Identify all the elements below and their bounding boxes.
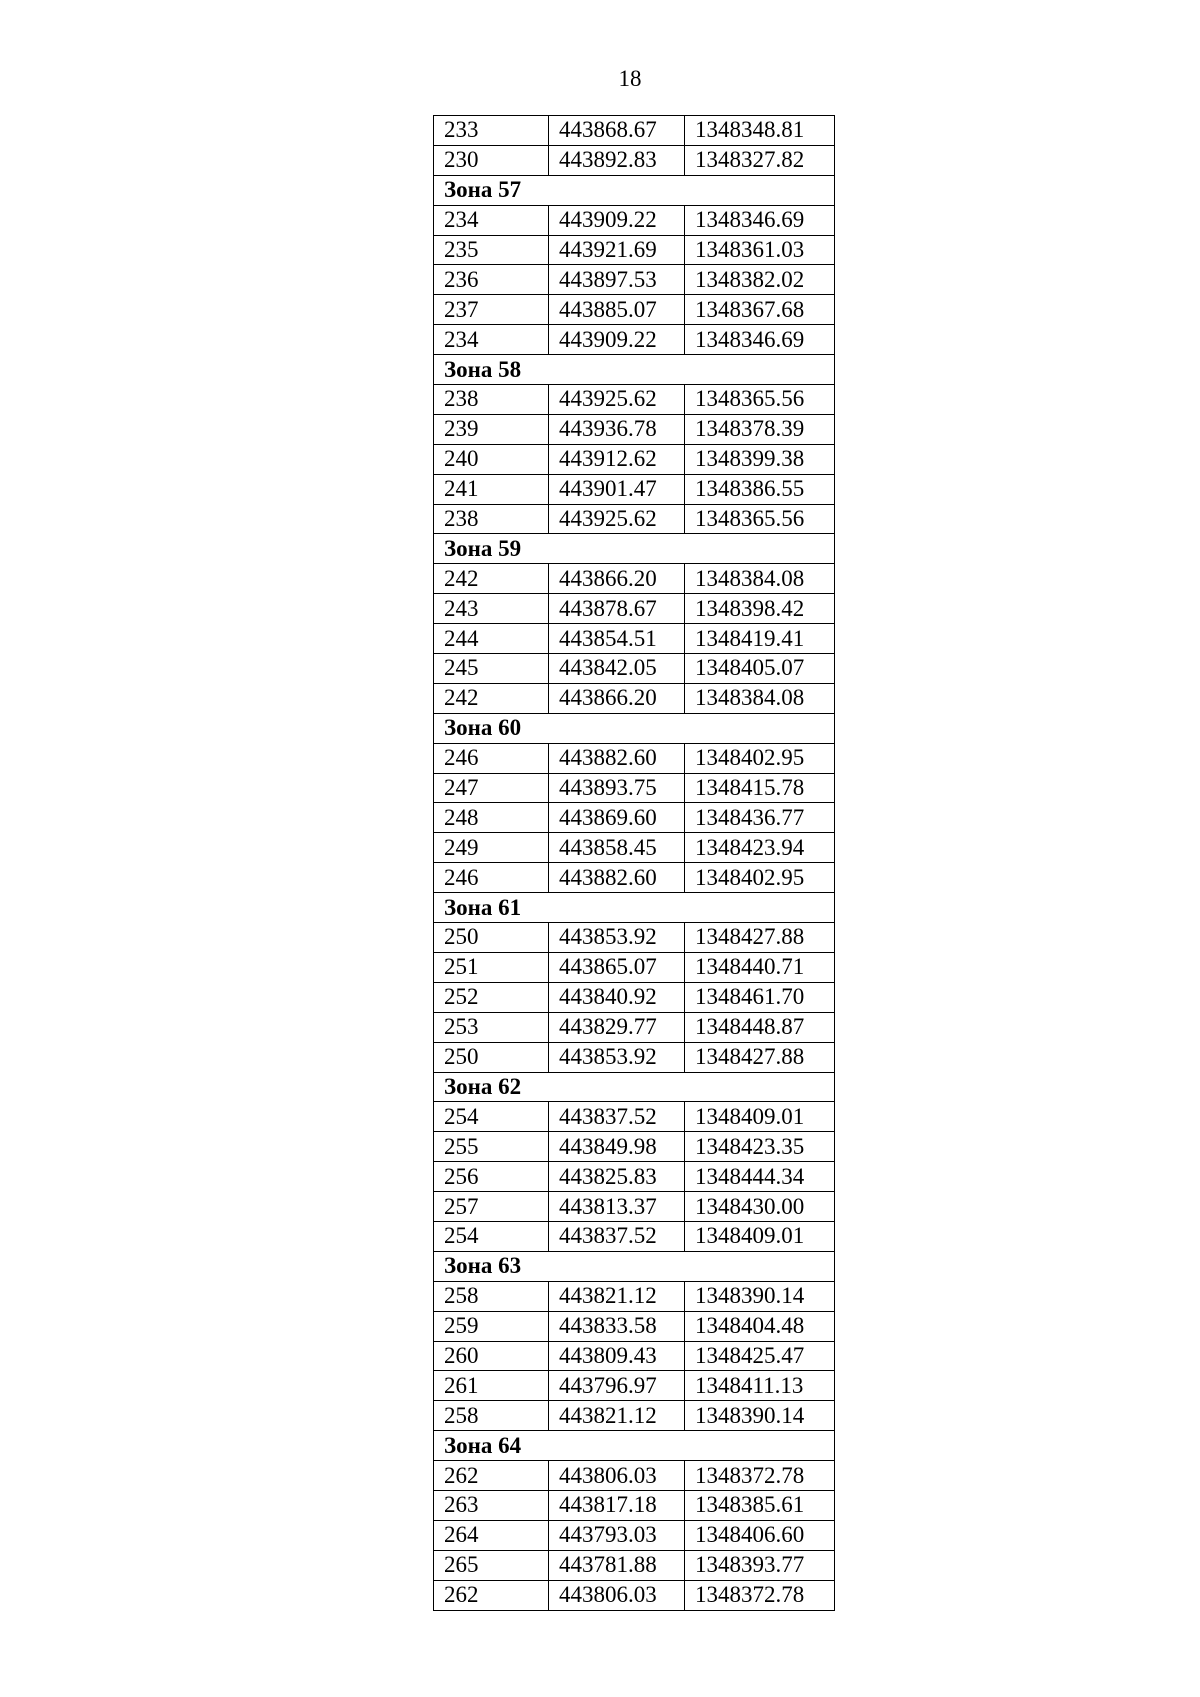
point-number-cell: 265 [434,1550,549,1580]
y-coordinate-cell: 1348419.41 [685,624,835,654]
y-coordinate-cell: 1348405.07 [685,654,835,684]
x-coordinate-cell: 443858.45 [549,833,685,863]
table-row [434,414,835,444]
x-coordinate-cell: 443882.60 [549,863,685,893]
x-coordinate-cell: 443825.83 [549,1162,685,1192]
point-number-cell: 262 [434,1461,549,1491]
x-coordinate-cell: 443817.18 [549,1490,685,1520]
x-coordinate-cell: 443806.03 [549,1580,685,1610]
y-coordinate-cell: 1348390.14 [685,1401,835,1431]
table-row [434,982,835,1012]
point-number-cell: 255 [434,1132,549,1162]
y-coordinate-cell: 1348402.95 [685,863,835,893]
zone-title: Зона 60 [434,713,835,743]
coordinates-table-body [434,116,835,1611]
x-coordinate-cell: 443813.37 [549,1192,685,1222]
zone-title: Зона 59 [434,534,835,564]
x-coordinate-cell: 443869.60 [549,803,685,833]
table-row [434,385,835,415]
x-coordinate-cell: 443866.20 [549,683,685,713]
point-number-cell: 242 [434,683,549,713]
point-number-cell: 253 [434,1012,549,1042]
table-row [434,1012,835,1042]
x-coordinate-cell: 443921.69 [549,235,685,265]
x-coordinate-cell: 443781.88 [549,1550,685,1580]
x-coordinate-cell: 443829.77 [549,1012,685,1042]
table-row [434,1281,835,1311]
table-row [434,265,835,295]
y-coordinate-cell: 1348365.56 [685,504,835,534]
table-row [434,1371,835,1401]
x-coordinate-cell: 443925.62 [549,504,685,534]
point-number-cell: 239 [434,414,549,444]
point-number-cell: 258 [434,1401,549,1431]
y-coordinate-cell: 1348372.78 [685,1461,835,1491]
x-coordinate-cell: 443853.92 [549,923,685,953]
table-row [434,624,835,654]
table-row [434,1580,835,1610]
point-number-cell: 249 [434,833,549,863]
y-coordinate-cell: 1348436.77 [685,803,835,833]
table-row [434,952,835,982]
zone-title: Зона 63 [434,1251,835,1281]
table-row [434,863,835,893]
table-row [434,1132,835,1162]
y-coordinate-cell: 1348398.42 [685,594,835,624]
table-row [434,474,835,504]
y-coordinate-cell: 1348361.03 [685,235,835,265]
zone-header-row [434,1431,835,1461]
point-number-cell: 263 [434,1490,549,1520]
point-number-cell: 246 [434,863,549,893]
y-coordinate-cell: 1348399.38 [685,444,835,474]
point-number-cell: 259 [434,1311,549,1341]
x-coordinate-cell: 443892.83 [549,145,685,175]
point-number-cell: 250 [434,923,549,953]
y-coordinate-cell: 1348372.78 [685,1580,835,1610]
y-coordinate-cell: 1348427.88 [685,923,835,953]
table-row [434,594,835,624]
y-coordinate-cell: 1348409.01 [685,1221,835,1251]
zone-title: Зона 61 [434,893,835,923]
point-number-cell: 254 [434,1102,549,1132]
table-row [434,444,835,474]
point-number-cell: 264 [434,1520,549,1550]
x-coordinate-cell: 443909.22 [549,325,685,355]
x-coordinate-cell: 443806.03 [549,1461,685,1491]
point-number-cell: 252 [434,982,549,1012]
zone-header-row [434,1251,835,1281]
y-coordinate-cell: 1348390.14 [685,1281,835,1311]
y-coordinate-cell: 1348406.60 [685,1520,835,1550]
y-coordinate-cell: 1348415.78 [685,773,835,803]
table-row [434,1550,835,1580]
point-number-cell: 245 [434,654,549,684]
point-number-cell: 240 [434,444,549,474]
table-row [434,145,835,175]
y-coordinate-cell: 1348411.13 [685,1371,835,1401]
y-coordinate-cell: 1348386.55 [685,474,835,504]
y-coordinate-cell: 1348430.00 [685,1192,835,1222]
x-coordinate-cell: 443796.97 [549,1371,685,1401]
zone-header-row [434,1072,835,1102]
point-number-cell: 250 [434,1042,549,1072]
y-coordinate-cell: 1348427.88 [685,1042,835,1072]
table-row [434,235,835,265]
point-number-cell: 256 [434,1162,549,1192]
x-coordinate-cell: 443909.22 [549,205,685,235]
point-number-cell: 234 [434,325,549,355]
point-number-cell: 244 [434,624,549,654]
y-coordinate-cell: 1348378.39 [685,414,835,444]
y-coordinate-cell: 1348444.34 [685,1162,835,1192]
x-coordinate-cell: 443821.12 [549,1281,685,1311]
zone-header-row [434,175,835,205]
table-row [434,1401,835,1431]
y-coordinate-cell: 1348404.48 [685,1311,835,1341]
coordinates-table [433,115,835,1611]
y-coordinate-cell: 1348385.61 [685,1490,835,1520]
table-row [434,564,835,594]
y-coordinate-cell: 1348382.02 [685,265,835,295]
point-number-cell: 236 [434,265,549,295]
table-row [434,833,835,863]
table-row [434,116,835,146]
table-row [434,1192,835,1222]
point-number-cell: 238 [434,504,549,534]
y-coordinate-cell: 1348367.68 [685,295,835,325]
table-row [434,1461,835,1491]
y-coordinate-cell: 1348346.69 [685,325,835,355]
table-row [434,923,835,953]
y-coordinate-cell: 1348423.94 [685,833,835,863]
x-coordinate-cell: 443882.60 [549,743,685,773]
point-number-cell: 246 [434,743,549,773]
point-number-cell: 237 [434,295,549,325]
table-row [434,1162,835,1192]
y-coordinate-cell: 1348393.77 [685,1550,835,1580]
point-number-cell: 238 [434,385,549,415]
x-coordinate-cell: 443885.07 [549,295,685,325]
x-coordinate-cell: 443842.05 [549,654,685,684]
table-row [434,803,835,833]
point-number-cell: 251 [434,952,549,982]
point-number-cell: 258 [434,1281,549,1311]
zone-header-row [434,713,835,743]
x-coordinate-cell: 443833.58 [549,1311,685,1341]
x-coordinate-cell: 443854.51 [549,624,685,654]
x-coordinate-cell: 443849.98 [549,1132,685,1162]
x-coordinate-cell: 443912.62 [549,444,685,474]
table-row [434,654,835,684]
y-coordinate-cell: 1348448.87 [685,1012,835,1042]
table-row [434,295,835,325]
table-row [434,1042,835,1072]
table-row [434,1341,835,1371]
x-coordinate-cell: 443893.75 [549,773,685,803]
x-coordinate-cell: 443925.62 [549,385,685,415]
table-row [434,1520,835,1550]
zone-header-row [434,534,835,564]
y-coordinate-cell: 1348440.71 [685,952,835,982]
x-coordinate-cell: 443821.12 [549,1401,685,1431]
zone-header-row [434,893,835,923]
x-coordinate-cell: 443878.67 [549,594,685,624]
table-row [434,743,835,773]
zone-title: Зона 64 [434,1431,835,1461]
point-number-cell: 235 [434,235,549,265]
point-number-cell: 248 [434,803,549,833]
point-number-cell: 254 [434,1221,549,1251]
x-coordinate-cell: 443865.07 [549,952,685,982]
y-coordinate-cell: 1348346.69 [685,205,835,235]
point-number-cell: 261 [434,1371,549,1401]
x-coordinate-cell: 443840.92 [549,982,685,1012]
table-row [434,683,835,713]
point-number-cell: 260 [434,1341,549,1371]
point-number-cell: 233 [434,116,549,146]
x-coordinate-cell: 443901.47 [549,474,685,504]
y-coordinate-cell: 1348327.82 [685,145,835,175]
point-number-cell: 243 [434,594,549,624]
x-coordinate-cell: 443793.03 [549,1520,685,1550]
x-coordinate-cell: 443868.67 [549,116,685,146]
table-row [434,1311,835,1341]
table-row [434,1490,835,1520]
y-coordinate-cell: 1348409.01 [685,1102,835,1132]
table-row [434,504,835,534]
point-number-cell: 247 [434,773,549,803]
x-coordinate-cell: 443897.53 [549,265,685,295]
y-coordinate-cell: 1348402.95 [685,743,835,773]
y-coordinate-cell: 1348423.35 [685,1132,835,1162]
y-coordinate-cell: 1348461.70 [685,982,835,1012]
x-coordinate-cell: 443866.20 [549,564,685,594]
x-coordinate-cell: 443809.43 [549,1341,685,1371]
zone-header-row [434,355,835,385]
table-row [434,325,835,355]
zone-title: Зона 62 [434,1072,835,1102]
point-number-cell: 257 [434,1192,549,1222]
y-coordinate-cell: 1348365.56 [685,385,835,415]
zone-title: Зона 58 [434,355,835,385]
zone-title: Зона 57 [434,175,835,205]
point-number-cell: 241 [434,474,549,504]
x-coordinate-cell: 443837.52 [549,1102,685,1132]
point-number-cell: 230 [434,145,549,175]
table-row [434,773,835,803]
x-coordinate-cell: 443853.92 [549,1042,685,1072]
point-number-cell: 242 [434,564,549,594]
page-number: 18 [618,66,642,91]
x-coordinate-cell: 443936.78 [549,414,685,444]
point-number-cell: 234 [434,205,549,235]
y-coordinate-cell: 1348384.08 [685,683,835,713]
y-coordinate-cell: 1348425.47 [685,1341,835,1371]
table-row [434,1221,835,1251]
point-number-cell: 262 [434,1580,549,1610]
table-row [434,205,835,235]
table-row [434,1102,835,1132]
y-coordinate-cell: 1348348.81 [685,116,835,146]
y-coordinate-cell: 1348384.08 [685,564,835,594]
x-coordinate-cell: 443837.52 [549,1221,685,1251]
